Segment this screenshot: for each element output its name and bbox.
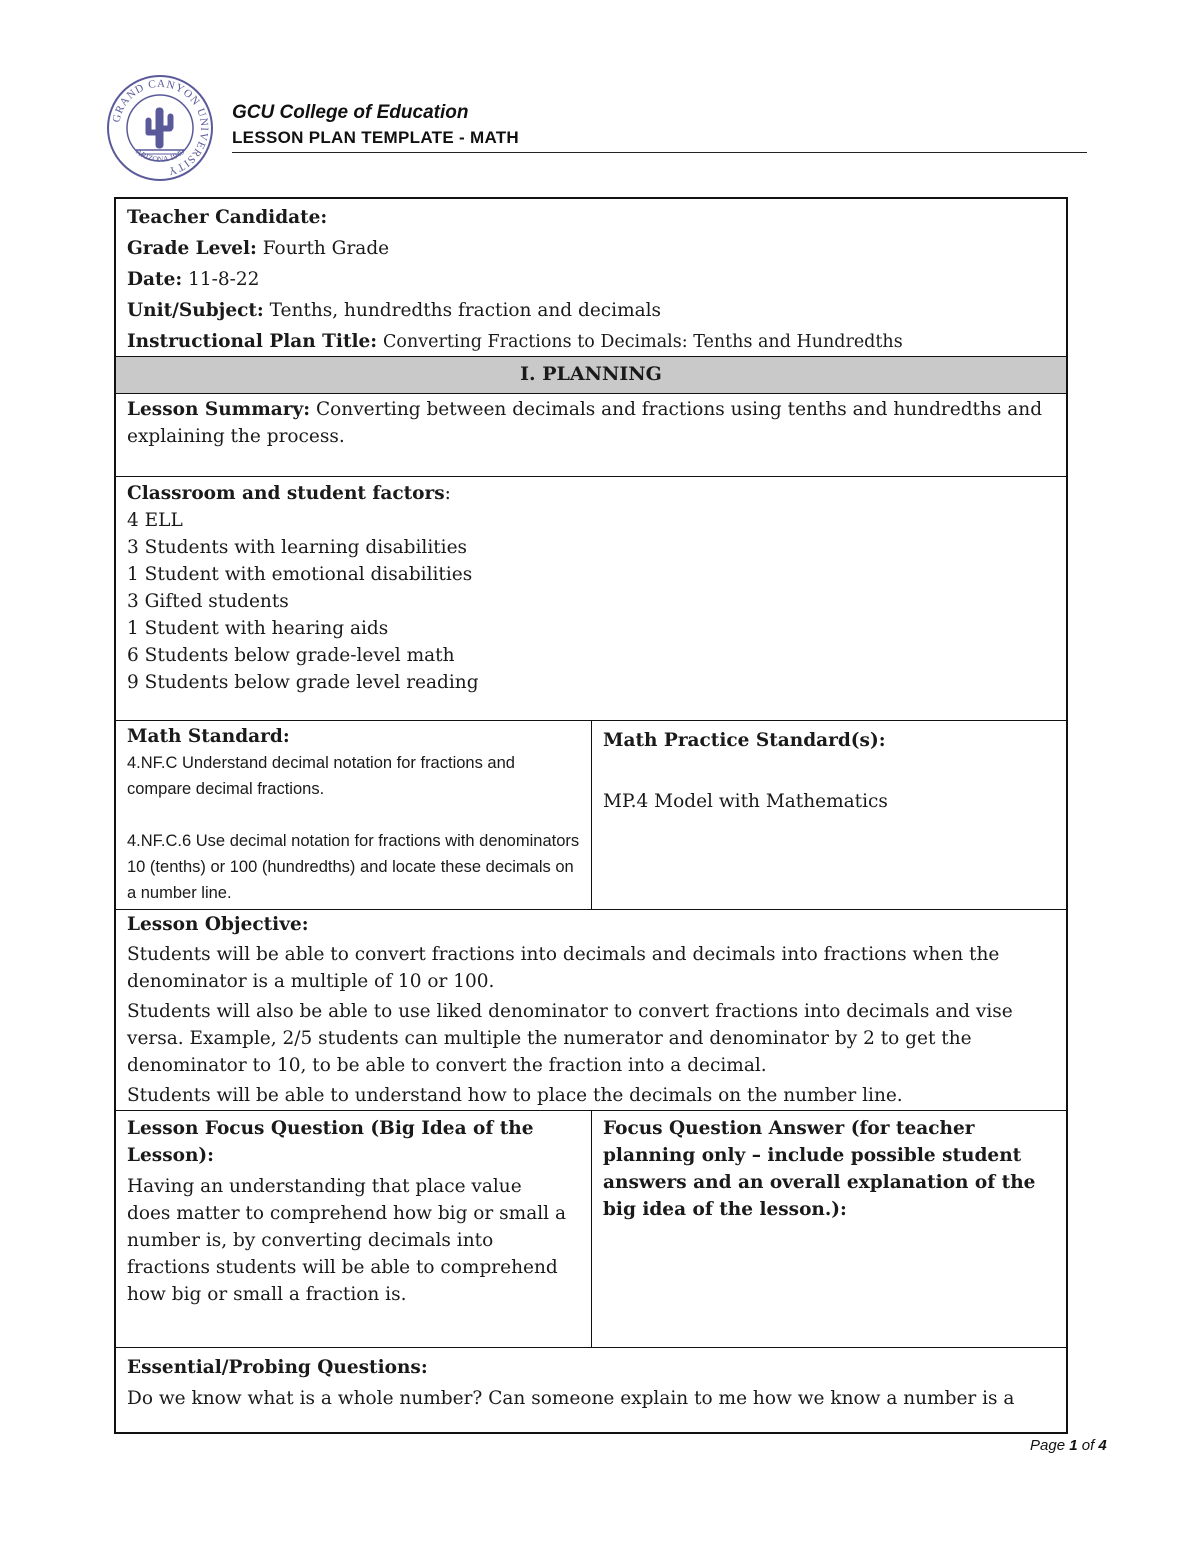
factor-item: 1 Student with hearing aids [127,618,389,639]
seal-subtext: ARIZONA 1949 [134,147,186,164]
plan-title-row [127,326,1056,358]
focus-question-section [116,1111,1066,1348]
classroom-factors-label: Classroom and student factors [127,483,445,504]
date-label: Date: [127,269,183,290]
lesson-info-section [116,199,1066,357]
unit-subject-row [127,295,1056,326]
cactus-icon [136,108,184,154]
focus-answer-label: Focus Question Answer (for teacher planning only – include possible student answers and an overall explanation of the big idea of the lesson.): [603,1118,1036,1220]
teacher-candidate-label: Teacher Candidate: [127,207,328,228]
seal-graphic [106,74,214,182]
template-title: LESSON PLAN TEMPLATE - MATH [232,128,520,147]
essential-questions-value: Do we know what is a whole number? Can someone explain to me how we know a number is a [127,1388,1015,1409]
header-divider [232,152,1087,153]
college-name: GCU College of Education [232,102,469,123]
classroom-factors-section [116,477,1066,721]
page-number [1030,1437,1107,1454]
plan-title-value: Converting Fractions to Decimals: Tenths and Hundredths [383,332,903,352]
page-current: 1 [1069,1437,1078,1454]
page-total: 4 [1098,1437,1107,1454]
grade-level-label: Grade Level: [127,238,257,259]
classroom-factors-colon: : [444,483,451,504]
factor-item: 3 Gifted students [127,591,289,612]
practice-standard-cell [592,721,1066,909]
objective-item: Students will also be able to use liked denominator to convert fractions into decimals and vise versa. Example, 2/5 students can multiple the numerator and denominator by 2 to get the denominator to 10, to be able to convert the fraction into a decimal. [127,1001,1013,1076]
factor-item: 1 Student with emotional disabilities [127,564,473,585]
practice-standard-value: MP.4 Model with Mathematics [603,791,888,812]
math-standard-2: 4.NF.C.6 Use decimal notation for fractions with denominators 10 (tenths) or 100 (hundredths) and locate these decimals on a number line. [127,832,580,902]
lesson-summary-value: Converting between decimals and fractions using tenths and hundredths and explaining the process. [127,399,1043,447]
essential-questions-label: Essential/Probing Questions: [127,1357,428,1378]
date-value: 11-8-22 [188,269,260,290]
date-row [127,264,1056,295]
plan-title-label: Instructional Plan Title: [127,331,378,352]
standards-section [116,721,1066,910]
factor-item: 9 Students below grade level reading [127,672,479,693]
objective-item: Students will be able to convert fractions into decimals and decimals into fractions when the denominator is a multiple of 10 or 100. [127,944,1000,992]
practice-standard-label: Math Practice Standard(s): [603,730,886,751]
grade-level-value: Fourth Grade [262,238,390,259]
focus-question-cell [116,1111,592,1347]
planning-heading: I. PLANNING [116,357,1066,394]
math-standard-cell [116,721,592,909]
math-standard-1: 4.NF.C Understand decimal notation for fractions and compare decimal fractions. [127,754,515,798]
university-seal [106,74,214,182]
focus-answer-cell [592,1111,1066,1347]
lesson-plan-form [114,197,1068,1434]
grade-level-row [127,233,1056,264]
lesson-summary-label: Lesson Summary: [127,399,311,420]
factor-item: 3 Students with learning disabilities [127,537,468,558]
page-word: Page [1030,1437,1066,1454]
lesson-summary-section [116,394,1066,477]
seal-text: GRAND CANYON UNIVERSITY [110,77,211,178]
objective-item: Students will be able to understand how to place the decimals on the number line. [127,1085,903,1106]
focus-question-value: Having an understanding that place value does matter to comprehend how big or small a number is, by converting decimals into fractions students will be able to comprehend how big or small a fraction is. [127,1176,566,1305]
teacher-candidate-row [127,202,1056,233]
unit-subject-value: Tenths, hundredths fraction and decimals [269,300,662,321]
math-standard-label: Math Standard: [127,726,290,747]
lesson-objective-section [116,910,1066,1111]
factor-item: 6 Students below grade-level math [127,645,455,666]
of-word: of [1081,1437,1095,1454]
lesson-objective-label: Lesson Objective: [127,914,309,935]
essential-questions-section [116,1348,1066,1434]
focus-question-label: Lesson Focus Question (Big Idea of the Lesson): [127,1118,534,1166]
unit-subject-label: Unit/Subject: [127,300,264,321]
factor-item: 4 ELL [127,510,183,531]
